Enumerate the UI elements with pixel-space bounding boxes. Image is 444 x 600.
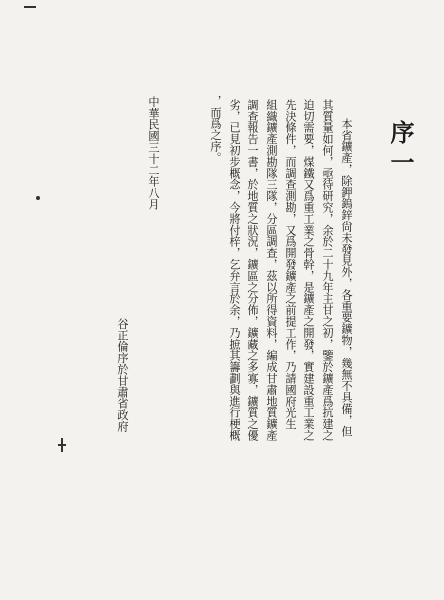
body-line-4: 先決條件，而調查測勘，又爲開發鑛產之前提工作，乃請國府光生 bbox=[284, 99, 297, 430]
page-title: 序一 bbox=[386, 120, 415, 180]
body-line-7: 劣，已見初步概念，今將付梓，乞弁言於余，乃摭其籌劃與進行梗概 bbox=[228, 99, 241, 441]
body-line-3: 迫切需要，煤鐵又爲重工業之骨幹，是鑛產之開發，實建設重工業之 bbox=[302, 99, 315, 441]
body-line-8: ，而爲之序。 bbox=[209, 95, 222, 164]
date-line: 中華民國三十二年八月 bbox=[147, 96, 160, 210]
signature-line: 谷正倫序於甘肅省政府 bbox=[116, 318, 129, 432]
body-line-1: 本省鑛產，除鉀鎢鋅尙未發見外，各重要鑛物，幾無不具備，但 bbox=[340, 118, 353, 438]
body-line-6: 調查報告一書，於地質之狀況，鑛區之分佈，鑛藏之多寡，鑛質之優 bbox=[246, 99, 259, 441]
body-line-5: 組織鑛產測勘隊三隊，分區調查，茲以所得資料，編成甘肅地質鑛產 bbox=[265, 99, 278, 441]
binding-mark bbox=[61, 438, 63, 452]
body-line-2: 其質量如何，亟待研究，余於二十九年主甘之初，鑒於鑛產爲抗建之 bbox=[321, 99, 334, 441]
ink-dot bbox=[36, 196, 40, 200]
print-mark bbox=[24, 6, 36, 8]
